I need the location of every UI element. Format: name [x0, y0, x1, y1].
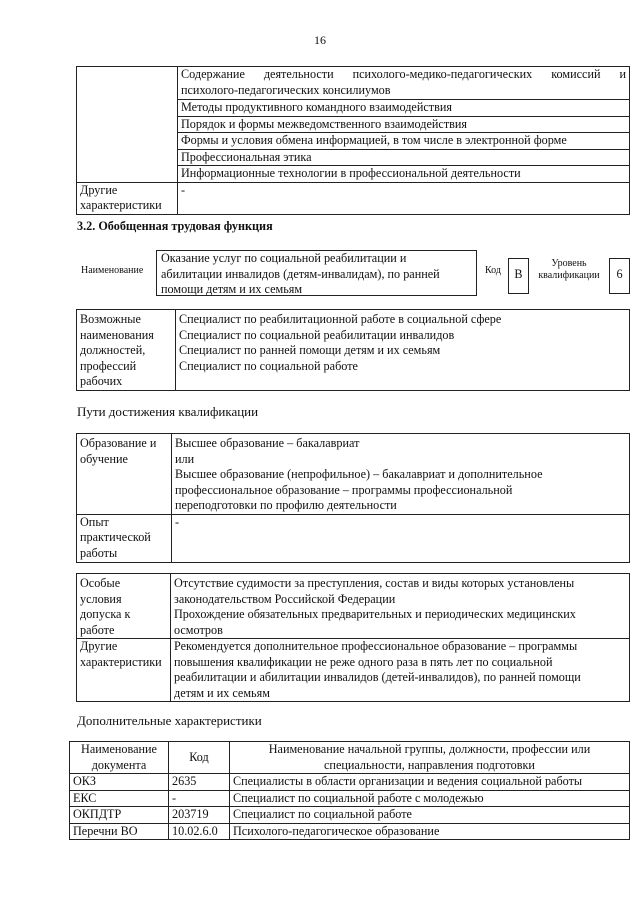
- other-characteristics-value: -: [178, 182, 630, 214]
- row-code: 10.02.6.0: [169, 823, 230, 840]
- row-code: -: [169, 790, 230, 807]
- paths-title: Пути достижения квалификации: [77, 404, 259, 419]
- education-table: [76, 433, 630, 563]
- table-row: [70, 823, 630, 840]
- education-value: Высшее образование – бакалавриат или Высшее образование (непрофильное) – бакалавриат и дополнительное профессиональное образование – программы профессиональной переподготовки по профилю деятельности: [172, 434, 630, 515]
- row-code: 203719: [169, 807, 230, 824]
- section-title: 3.2. Обобщенная трудовая функция: [77, 219, 273, 233]
- experience-value: -: [172, 514, 630, 562]
- header-document: Наименование документа: [70, 742, 169, 774]
- knowledge-item: Методы продуктивного командного взаимодействия: [178, 100, 630, 117]
- special-conditions-value: Отсутствие судимости за преступления, состав и виды которых установлены законодательством Российской Федерации Прохождение обязательных предварительных и периодических медицинских осмотров: [171, 574, 630, 639]
- additional-table: [69, 741, 630, 840]
- knowledge-item: Профессиональная этика: [178, 149, 630, 166]
- knowledge-item: Информационные технологии в профессиональной деятельности: [178, 166, 630, 183]
- row-code: 2635: [169, 774, 230, 791]
- code-label: Код: [485, 265, 501, 276]
- page-number: 16: [314, 33, 326, 47]
- row-name: Специалист по социальной работе: [230, 807, 630, 824]
- name-label: Наименование: [81, 265, 144, 276]
- knowledge-item: Содержание деятельности психолого-медико-педагогических комиссий и психолого-педагогических консилиумов: [178, 67, 630, 100]
- row-name: Специалисты в области организации и ведения социальной работы: [230, 774, 630, 791]
- knowledge-label-cell: [77, 67, 178, 183]
- education-label: Образование и обучение: [77, 434, 172, 515]
- conditions-table: [76, 573, 630, 702]
- other-conditions-value: Рекомендуется дополнительное профессиональное образование – программы повышения квалификации не реже одного раза в пять лет по социальной реабилитации и абилитации инвалидов (детей-инвалидов), по ранней помощи детям и их семьям: [171, 639, 630, 702]
- row-doc: ОКЗ: [70, 774, 169, 791]
- row-name: Психолого-педагогическое образование: [230, 823, 630, 840]
- positions-list: Специалист по реабилитационной работе в социальной сфере Специалист по социальной реабилитации инвалидов Специалист по ранней помощи детям и их семьям Специалист по социальной работе: [176, 310, 630, 391]
- code-value-box: B: [508, 258, 529, 294]
- table-row: [70, 790, 630, 807]
- level-label: Уровень квалификации: [538, 258, 600, 281]
- function-name-box: Оказание услуг по социальной реабилитации и абилитации инвалидов (детям-инвалидам), по ранней помощи детям и их семьям: [156, 250, 477, 296]
- table-row: [70, 774, 630, 791]
- other-conditions-label: Другие характеристики: [77, 639, 171, 702]
- level-value-box: 6: [609, 258, 630, 294]
- other-characteristics-label: Другие характеристики: [77, 182, 178, 214]
- row-name: Специалист по социальной работе с молодежью: [230, 790, 630, 807]
- additional-title: Дополнительные характеристики: [77, 713, 262, 728]
- knowledge-item: Порядок и формы межведомственного взаимодействия: [178, 116, 630, 133]
- positions-table: [76, 309, 630, 391]
- row-doc: ОКПДТР: [70, 807, 169, 824]
- table-row: [70, 807, 630, 824]
- knowledge-item: Формы и условия обмена информацией, в том числе в электронной форме: [178, 133, 630, 150]
- row-doc: ЕКС: [70, 790, 169, 807]
- row-doc: Перечни ВО: [70, 823, 169, 840]
- positions-label: Возможные наименования должностей, профессий рабочих: [77, 310, 176, 391]
- header-code: Код: [169, 742, 230, 774]
- experience-label: Опыт практической работы: [77, 514, 172, 562]
- knowledge-table: [76, 66, 630, 215]
- special-conditions-label: Особые условия допуска к работе: [77, 574, 171, 639]
- header-name: Наименование начальной группы, должности, профессии или специальности, направления подготовки: [230, 742, 630, 774]
